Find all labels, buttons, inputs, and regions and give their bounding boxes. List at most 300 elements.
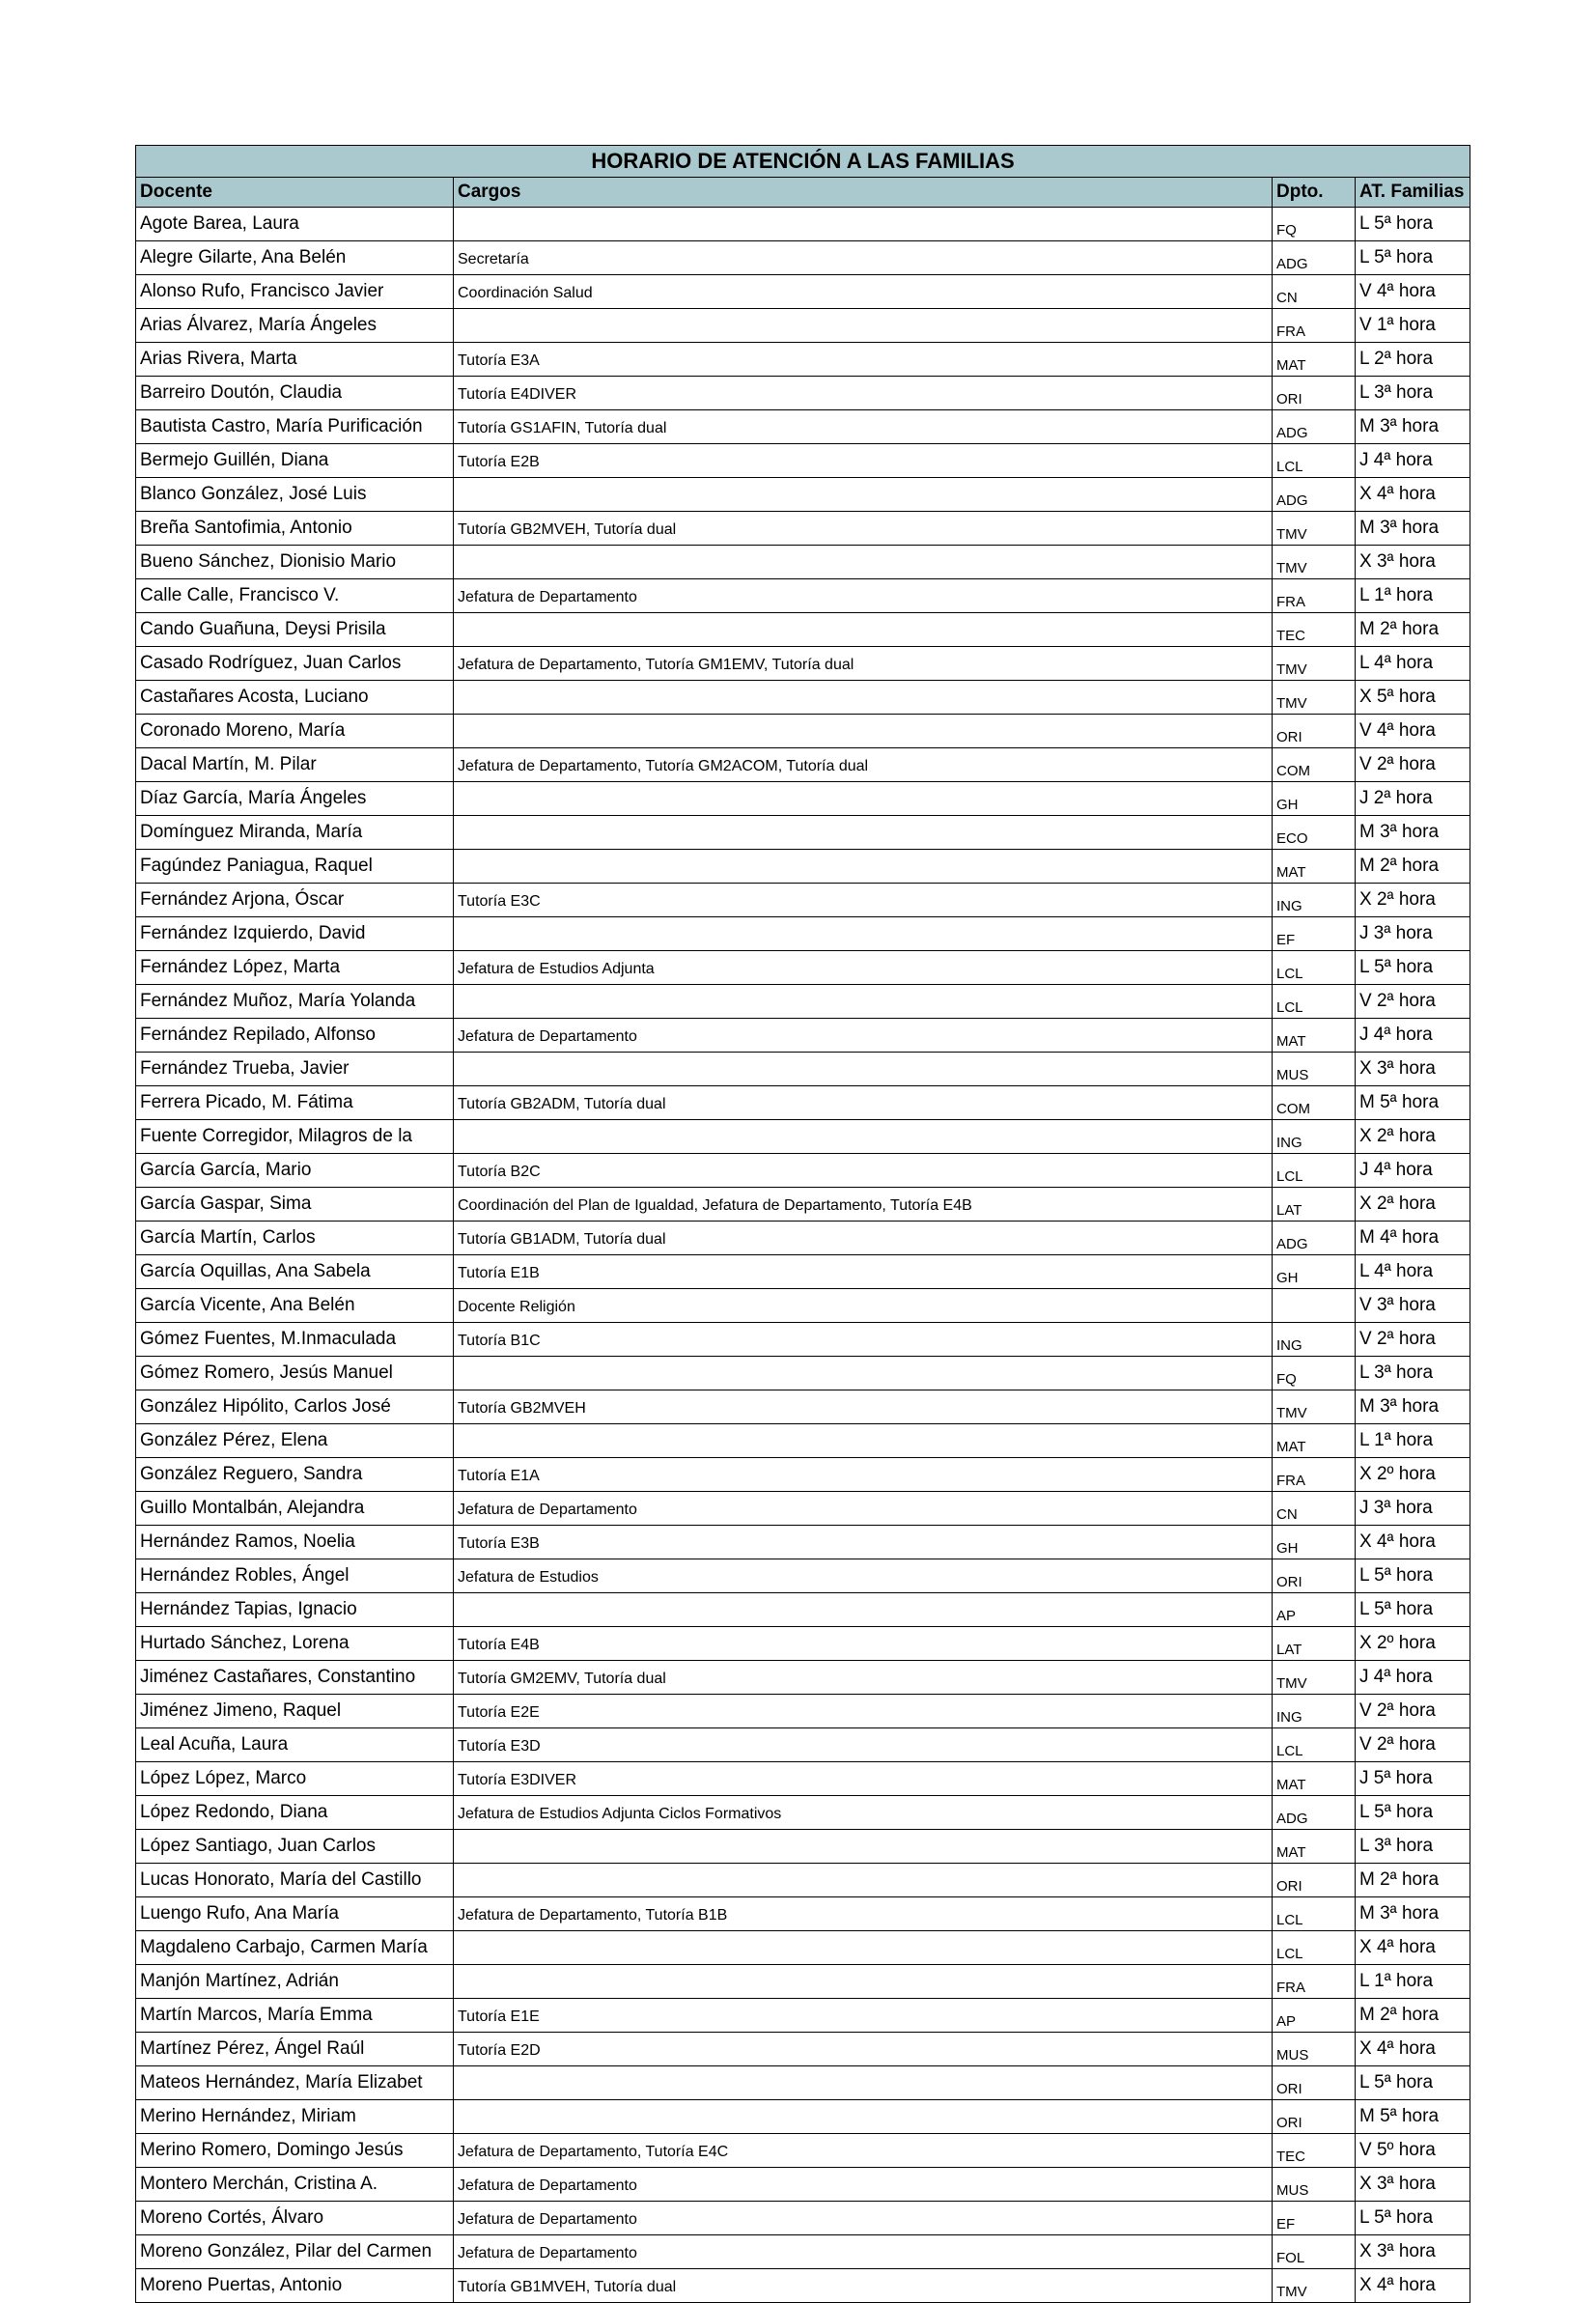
table-row bbox=[136, 377, 1470, 410]
cell-docente: Gómez Romero, Jesús Manuel bbox=[136, 1357, 454, 1390]
cell-cargos: Secretaría bbox=[454, 241, 1273, 275]
cell-docente: García Gaspar, Sima bbox=[136, 1188, 454, 1222]
cell-cargos bbox=[454, 208, 1273, 241]
cell-docente: Fernández Izquierdo, David bbox=[136, 917, 454, 951]
cell-docente: Alonso Rufo, Francisco Javier bbox=[136, 275, 454, 309]
cell-cargos bbox=[454, 985, 1273, 1019]
cell-dpto: ING bbox=[1273, 884, 1356, 917]
cell-dpto: ING bbox=[1273, 1120, 1356, 1154]
cell-docente: Bautista Castro, María Purificación bbox=[136, 410, 454, 444]
cell-dpto: FRA bbox=[1273, 1965, 1356, 1999]
cell-cargos: Tutoría E3A bbox=[454, 343, 1273, 377]
cell-docente: Mateos Hernández, María Elizabet bbox=[136, 2066, 454, 2100]
cell-docente: Moreno Puertas, Antonio bbox=[136, 2269, 454, 2303]
cell-docente: García Vicente, Ana Belén bbox=[136, 1289, 454, 1323]
table-row bbox=[136, 1965, 1470, 1999]
cell-docente: Castañares Acosta, Luciano bbox=[136, 681, 454, 715]
cell-docente: Merino Romero, Domingo Jesús bbox=[136, 2134, 454, 2168]
cell-cargos bbox=[454, 1120, 1273, 1154]
cell-cargos bbox=[454, 1965, 1273, 1999]
cell-cargos: Tutoría GB2MVEH, Tutoría dual bbox=[454, 512, 1273, 546]
cell-at-familias: X 3ª hora bbox=[1356, 2168, 1470, 2202]
table-row bbox=[136, 1323, 1470, 1357]
cell-at-familias: J 5ª hora bbox=[1356, 1762, 1470, 1796]
cell-cargos: Tutoría GB2MVEH bbox=[454, 1390, 1273, 1424]
cell-cargos bbox=[454, 1053, 1273, 1086]
cell-cargos bbox=[454, 1931, 1273, 1965]
cell-docente: García García, Mario bbox=[136, 1154, 454, 1188]
cell-cargos: Jefatura de Estudios Adjunta Ciclos Formativos bbox=[454, 1796, 1273, 1830]
cell-at-familias: J 4ª hora bbox=[1356, 1154, 1470, 1188]
cell-cargos: Tutoría B1C bbox=[454, 1323, 1273, 1357]
cell-at-familias: J 4ª hora bbox=[1356, 444, 1470, 478]
cell-at-familias: V 2ª hora bbox=[1356, 1728, 1470, 1762]
cell-cargos: Docente Religión bbox=[454, 1289, 1273, 1323]
cell-cargos: Coordinación Salud bbox=[454, 275, 1273, 309]
table-row bbox=[136, 1053, 1470, 1086]
cell-dpto: TMV bbox=[1273, 1661, 1356, 1695]
cell-docente: Díaz García, María Ángeles bbox=[136, 782, 454, 816]
table-row bbox=[136, 546, 1470, 579]
cell-dpto: ADG bbox=[1273, 410, 1356, 444]
table-row bbox=[136, 816, 1470, 850]
cell-dpto: TMV bbox=[1273, 1390, 1356, 1424]
table-row bbox=[136, 1661, 1470, 1695]
cell-dpto: ORI bbox=[1273, 2100, 1356, 2134]
cell-cargos bbox=[454, 816, 1273, 850]
cell-at-familias: X 2ª hora bbox=[1356, 1120, 1470, 1154]
cell-at-familias: L 1ª hora bbox=[1356, 579, 1470, 613]
cell-cargos: Jefatura de Departamento, Tutoría GM2ACOM, Tutoría dual bbox=[454, 748, 1273, 782]
cell-at-familias: L 5ª hora bbox=[1356, 241, 1470, 275]
cell-at-familias: V 2ª hora bbox=[1356, 1695, 1470, 1728]
cell-at-familias: X 4ª hora bbox=[1356, 2269, 1470, 2303]
table-body bbox=[136, 208, 1470, 2303]
cell-at-familias: V 4ª hora bbox=[1356, 715, 1470, 748]
cell-at-familias: M 4ª hora bbox=[1356, 1222, 1470, 1255]
cell-docente: Leal Acuña, Laura bbox=[136, 1728, 454, 1762]
cell-cargos bbox=[454, 1357, 1273, 1390]
cell-dpto: TEC bbox=[1273, 2134, 1356, 2168]
cell-at-familias: X 4ª hora bbox=[1356, 2033, 1470, 2066]
cell-at-familias: L 3ª hora bbox=[1356, 1830, 1470, 1864]
table-row bbox=[136, 1931, 1470, 1965]
table-row bbox=[136, 917, 1470, 951]
header-docente: Docente bbox=[136, 178, 454, 208]
table-row bbox=[136, 512, 1470, 546]
cell-dpto: LCL bbox=[1273, 444, 1356, 478]
cell-cargos: Jefatura de Estudios Adjunta bbox=[454, 951, 1273, 985]
cell-dpto: FRA bbox=[1273, 579, 1356, 613]
table-row bbox=[136, 2100, 1470, 2134]
cell-at-familias: M 2ª hora bbox=[1356, 1864, 1470, 1897]
cell-docente: Agote Barea, Laura bbox=[136, 208, 454, 241]
cell-docente: Fernández López, Marta bbox=[136, 951, 454, 985]
cell-dpto: ORI bbox=[1273, 715, 1356, 748]
cell-docente: Hernández Robles, Ángel bbox=[136, 1559, 454, 1593]
cell-cargos: Tutoría E4DIVER bbox=[454, 377, 1273, 410]
cell-docente: Merino Hernández, Miriam bbox=[136, 2100, 454, 2134]
table-row bbox=[136, 1559, 1470, 1593]
cell-at-familias: J 2ª hora bbox=[1356, 782, 1470, 816]
cell-cargos bbox=[454, 2066, 1273, 2100]
cell-dpto: TMV bbox=[1273, 512, 1356, 546]
table-row bbox=[136, 1728, 1470, 1762]
cell-docente: Calle Calle, Francisco V. bbox=[136, 579, 454, 613]
cell-cargos bbox=[454, 1864, 1273, 1897]
cell-at-familias: J 3ª hora bbox=[1356, 1492, 1470, 1526]
table-row bbox=[136, 1255, 1470, 1289]
cell-at-familias: M 3ª hora bbox=[1356, 512, 1470, 546]
cell-docente: González Pérez, Elena bbox=[136, 1424, 454, 1458]
table-row bbox=[136, 1019, 1470, 1053]
cell-dpto: ING bbox=[1273, 1323, 1356, 1357]
table-row bbox=[136, 1390, 1470, 1424]
cell-dpto: AP bbox=[1273, 1999, 1356, 2033]
cell-dpto: LCL bbox=[1273, 1897, 1356, 1931]
cell-docente: Lucas Honorato, María del Castillo bbox=[136, 1864, 454, 1897]
table-row bbox=[136, 2033, 1470, 2066]
cell-cargos: Coordinación del Plan de Igualdad, Jefatura de Departamento, Tutoría E4B bbox=[454, 1188, 1273, 1222]
cell-cargos bbox=[454, 2100, 1273, 2134]
cell-dpto: LCL bbox=[1273, 985, 1356, 1019]
table-row bbox=[136, 613, 1470, 647]
cell-at-familias: M 2ª hora bbox=[1356, 613, 1470, 647]
cell-docente: Martínez Pérez, Ángel Raúl bbox=[136, 2033, 454, 2066]
cell-at-familias: L 3ª hora bbox=[1356, 1357, 1470, 1390]
cell-cargos bbox=[454, 546, 1273, 579]
cell-cargos: Jefatura de Departamento bbox=[454, 579, 1273, 613]
cell-docente: Casado Rodríguez, Juan Carlos bbox=[136, 647, 454, 681]
cell-dpto: EF bbox=[1273, 2202, 1356, 2235]
table-row bbox=[136, 2134, 1470, 2168]
cell-cargos: Jefatura de Departamento bbox=[454, 1019, 1273, 1053]
cell-cargos bbox=[454, 715, 1273, 748]
cell-dpto: TMV bbox=[1273, 647, 1356, 681]
cell-dpto: COM bbox=[1273, 748, 1356, 782]
cell-dpto: ADG bbox=[1273, 1222, 1356, 1255]
cell-docente: Fernández Trueba, Javier bbox=[136, 1053, 454, 1086]
cell-cargos: Jefatura de Departamento bbox=[454, 1492, 1273, 1526]
table-row bbox=[136, 850, 1470, 884]
cell-docente: Guillo Montalbán, Alejandra bbox=[136, 1492, 454, 1526]
cell-docente: Fagúndez Paniagua, Raquel bbox=[136, 850, 454, 884]
cell-at-familias: L 5ª hora bbox=[1356, 1593, 1470, 1627]
cell-dpto: MUS bbox=[1273, 2168, 1356, 2202]
cell-docente: Barreiro Doutón, Claudia bbox=[136, 377, 454, 410]
cell-dpto: ORI bbox=[1273, 1559, 1356, 1593]
cell-dpto: MAT bbox=[1273, 1762, 1356, 1796]
cell-cargos bbox=[454, 681, 1273, 715]
cell-dpto: MAT bbox=[1273, 850, 1356, 884]
table-row bbox=[136, 884, 1470, 917]
cell-at-familias: L 4ª hora bbox=[1356, 1255, 1470, 1289]
cell-at-familias: V 2ª hora bbox=[1356, 985, 1470, 1019]
cell-docente: Hurtado Sánchez, Lorena bbox=[136, 1627, 454, 1661]
cell-dpto: ORI bbox=[1273, 377, 1356, 410]
cell-cargos: Tutoría E2D bbox=[454, 2033, 1273, 2066]
cell-dpto: MAT bbox=[1273, 1424, 1356, 1458]
table-row bbox=[136, 1120, 1470, 1154]
cell-cargos: Tutoría E4B bbox=[454, 1627, 1273, 1661]
cell-docente: Fuente Corregidor, Milagros de la bbox=[136, 1120, 454, 1154]
cell-cargos: Tutoría B2C bbox=[454, 1154, 1273, 1188]
table-row bbox=[136, 985, 1470, 1019]
table-row bbox=[136, 1796, 1470, 1830]
cell-cargos: Jefatura de Estudios bbox=[454, 1559, 1273, 1593]
cell-dpto: TEC bbox=[1273, 613, 1356, 647]
cell-docente: López López, Marco bbox=[136, 1762, 454, 1796]
cell-docente: García Oquillas, Ana Sabela bbox=[136, 1255, 454, 1289]
cell-docente: Arias Álvarez, María Ángeles bbox=[136, 309, 454, 343]
cell-dpto: FRA bbox=[1273, 1458, 1356, 1492]
cell-dpto: LCL bbox=[1273, 1931, 1356, 1965]
cell-dpto: FOL bbox=[1273, 2235, 1356, 2269]
cell-at-familias: M 5ª hora bbox=[1356, 1086, 1470, 1120]
cell-docente: López Redondo, Diana bbox=[136, 1796, 454, 1830]
cell-at-familias: J 4ª hora bbox=[1356, 1019, 1470, 1053]
cell-docente: Jiménez Castañares, Constantino bbox=[136, 1661, 454, 1695]
table-row bbox=[136, 1458, 1470, 1492]
cell-at-familias: L 5ª hora bbox=[1356, 1796, 1470, 1830]
cell-docente: Moreno González, Pilar del Carmen bbox=[136, 2235, 454, 2269]
header-dpto: Dpto. bbox=[1273, 178, 1356, 208]
table-row bbox=[136, 410, 1470, 444]
table-row bbox=[136, 343, 1470, 377]
table-row bbox=[136, 681, 1470, 715]
cell-dpto: FQ bbox=[1273, 1357, 1356, 1390]
table-row bbox=[136, 1289, 1470, 1323]
cell-at-familias: M 3ª hora bbox=[1356, 1897, 1470, 1931]
cell-cargos: Jefatura de Departamento, Tutoría B1B bbox=[454, 1897, 1273, 1931]
table-row bbox=[136, 1897, 1470, 1931]
cell-at-familias: X 2º hora bbox=[1356, 1458, 1470, 1492]
table-row bbox=[136, 1357, 1470, 1390]
cell-cargos: Tutoría GB1ADM, Tutoría dual bbox=[454, 1222, 1273, 1255]
cell-docente: García Martín, Carlos bbox=[136, 1222, 454, 1255]
cell-docente: Luengo Rufo, Ana María bbox=[136, 1897, 454, 1931]
cell-cargos: Tutoría E3C bbox=[454, 884, 1273, 917]
cell-dpto: ADG bbox=[1273, 241, 1356, 275]
cell-docente: Dacal Martín, M. Pilar bbox=[136, 748, 454, 782]
cell-at-familias: X 4ª hora bbox=[1356, 478, 1470, 512]
cell-docente: Blanco González, José Luis bbox=[136, 478, 454, 512]
cell-cargos bbox=[454, 917, 1273, 951]
table-row bbox=[136, 1695, 1470, 1728]
cell-cargos: Tutoría GM2EMV, Tutoría dual bbox=[454, 1661, 1273, 1695]
cell-at-familias: M 2ª hora bbox=[1356, 1999, 1470, 2033]
cell-dpto: MUS bbox=[1273, 1053, 1356, 1086]
table-row bbox=[136, 444, 1470, 478]
cell-docente: Bueno Sánchez, Dionisio Mario bbox=[136, 546, 454, 579]
cell-dpto: GH bbox=[1273, 1255, 1356, 1289]
cell-cargos: Jefatura de Departamento bbox=[454, 2235, 1273, 2269]
cell-dpto: ORI bbox=[1273, 1864, 1356, 1897]
cell-docente: Cando Guañuna, Deysi Prisila bbox=[136, 613, 454, 647]
cell-dpto: LCL bbox=[1273, 1728, 1356, 1762]
table-row bbox=[136, 241, 1470, 275]
cell-docente: Hernández Ramos, Noelia bbox=[136, 1526, 454, 1559]
table-row bbox=[136, 748, 1470, 782]
cell-dpto: GH bbox=[1273, 1526, 1356, 1559]
table-row bbox=[136, 2066, 1470, 2100]
cell-at-familias: L 3ª hora bbox=[1356, 377, 1470, 410]
cell-at-familias: L 1ª hora bbox=[1356, 1424, 1470, 1458]
cell-dpto bbox=[1273, 1289, 1356, 1323]
cell-docente: Bermejo Guillén, Diana bbox=[136, 444, 454, 478]
schedule-table bbox=[135, 145, 1470, 2303]
cell-cargos: Tutoría E1E bbox=[454, 1999, 1273, 2033]
cell-cargos: Tutoría E2B bbox=[454, 444, 1273, 478]
table-row bbox=[136, 2168, 1470, 2202]
table-title: HORARIO DE ATENCIÓN A LAS FAMILIAS bbox=[136, 146, 1470, 178]
cell-docente: Domínguez Miranda, María bbox=[136, 816, 454, 850]
cell-cargos bbox=[454, 1830, 1273, 1864]
cell-cargos: Tutoría GS1AFIN, Tutoría dual bbox=[454, 410, 1273, 444]
cell-dpto: GH bbox=[1273, 782, 1356, 816]
cell-dpto: LAT bbox=[1273, 1627, 1356, 1661]
cell-at-familias: X 4ª hora bbox=[1356, 1526, 1470, 1559]
cell-docente: González Hipólito, Carlos José bbox=[136, 1390, 454, 1424]
table-row bbox=[136, 478, 1470, 512]
cell-at-familias: M 3ª hora bbox=[1356, 1390, 1470, 1424]
cell-cargos: Jefatura de Departamento, Tutoría GM1EMV, Tutoría dual bbox=[454, 647, 1273, 681]
cell-docente: Moreno Cortés, Álvaro bbox=[136, 2202, 454, 2235]
cell-at-familias: L 1ª hora bbox=[1356, 1965, 1470, 1999]
header-cargos: Cargos bbox=[454, 178, 1273, 208]
cell-at-familias: L 4ª hora bbox=[1356, 647, 1470, 681]
cell-at-familias: L 2ª hora bbox=[1356, 343, 1470, 377]
cell-cargos: Tutoría E3B bbox=[454, 1526, 1273, 1559]
cell-at-familias: X 2ª hora bbox=[1356, 884, 1470, 917]
cell-at-familias: X 3ª hora bbox=[1356, 546, 1470, 579]
table-row bbox=[136, 579, 1470, 613]
table-row bbox=[136, 275, 1470, 309]
cell-cargos: Tutoría E3DIVER bbox=[454, 1762, 1273, 1796]
table-row bbox=[136, 1188, 1470, 1222]
cell-docente: Fernández Muñoz, María Yolanda bbox=[136, 985, 454, 1019]
table-row bbox=[136, 2202, 1470, 2235]
cell-dpto: MAT bbox=[1273, 343, 1356, 377]
cell-dpto: ECO bbox=[1273, 816, 1356, 850]
cell-docente: Magdaleno Carbajo, Carmen María bbox=[136, 1931, 454, 1965]
cell-dpto: TMV bbox=[1273, 681, 1356, 715]
cell-cargos: Tutoría GB2ADM, Tutoría dual bbox=[454, 1086, 1273, 1120]
cell-cargos bbox=[454, 1593, 1273, 1627]
cell-docente: Montero Merchán, Cristina A. bbox=[136, 2168, 454, 2202]
cell-cargos bbox=[454, 850, 1273, 884]
cell-dpto: CN bbox=[1273, 1492, 1356, 1526]
cell-dpto: FQ bbox=[1273, 208, 1356, 241]
cell-dpto: FRA bbox=[1273, 309, 1356, 343]
cell-dpto: MAT bbox=[1273, 1830, 1356, 1864]
cell-docente: Martín Marcos, María Emma bbox=[136, 1999, 454, 2033]
cell-at-familias: L 5ª hora bbox=[1356, 2066, 1470, 2100]
cell-at-familias: J 3ª hora bbox=[1356, 917, 1470, 951]
cell-at-familias: V 4ª hora bbox=[1356, 275, 1470, 309]
table-row bbox=[136, 1830, 1470, 1864]
cell-at-familias: L 5ª hora bbox=[1356, 1559, 1470, 1593]
cell-at-familias: V 2ª hora bbox=[1356, 748, 1470, 782]
cell-cargos: Jefatura de Departamento, Tutoría E4C bbox=[454, 2134, 1273, 2168]
cell-docente: González Reguero, Sandra bbox=[136, 1458, 454, 1492]
table-row bbox=[136, 1999, 1470, 2033]
cell-docente: Breña Santofimia, Antonio bbox=[136, 512, 454, 546]
cell-docente: Ferrera Picado, M. Fátima bbox=[136, 1086, 454, 1120]
cell-docente: Coronado Moreno, María bbox=[136, 715, 454, 748]
cell-docente: Arias Rivera, Marta bbox=[136, 343, 454, 377]
cell-dpto: AP bbox=[1273, 1593, 1356, 1627]
cell-cargos: Tutoría E1B bbox=[454, 1255, 1273, 1289]
cell-dpto: ORI bbox=[1273, 2066, 1356, 2100]
cell-dpto: LCL bbox=[1273, 1154, 1356, 1188]
cell-cargos: Tutoría GB1MVEH, Tutoría dual bbox=[454, 2269, 1273, 2303]
cell-at-familias: V 2ª hora bbox=[1356, 1323, 1470, 1357]
table-row bbox=[136, 647, 1470, 681]
cell-at-familias: L 5ª hora bbox=[1356, 951, 1470, 985]
cell-at-familias: X 3ª hora bbox=[1356, 2235, 1470, 2269]
cell-cargos: Jefatura de Departamento bbox=[454, 2168, 1273, 2202]
cell-dpto: MAT bbox=[1273, 1019, 1356, 1053]
cell-cargos bbox=[454, 1424, 1273, 1458]
table-row bbox=[136, 2235, 1470, 2269]
cell-docente: López Santiago, Juan Carlos bbox=[136, 1830, 454, 1864]
table-row bbox=[136, 782, 1470, 816]
cell-docente: Gómez Fuentes, M.Inmaculada bbox=[136, 1323, 454, 1357]
cell-dpto: MUS bbox=[1273, 2033, 1356, 2066]
cell-at-familias: X 3ª hora bbox=[1356, 1053, 1470, 1086]
cell-docente: Alegre Gilarte, Ana Belén bbox=[136, 241, 454, 275]
table-row bbox=[136, 1864, 1470, 1897]
cell-cargos bbox=[454, 613, 1273, 647]
cell-cargos: Tutoría E3D bbox=[454, 1728, 1273, 1762]
cell-cargos bbox=[454, 309, 1273, 343]
table-row bbox=[136, 1526, 1470, 1559]
cell-docente: Fernández Arjona, Óscar bbox=[136, 884, 454, 917]
table-row bbox=[136, 951, 1470, 985]
cell-docente: Manjón Martínez, Adrián bbox=[136, 1965, 454, 1999]
table-row bbox=[136, 309, 1470, 343]
table-row bbox=[136, 1222, 1470, 1255]
cell-at-familias: M 3ª hora bbox=[1356, 816, 1470, 850]
cell-at-familias: X 2º hora bbox=[1356, 1627, 1470, 1661]
table-row bbox=[136, 1154, 1470, 1188]
cell-dpto: LAT bbox=[1273, 1188, 1356, 1222]
table-row bbox=[136, 1492, 1470, 1526]
table-row bbox=[136, 2269, 1470, 2303]
cell-dpto: EF bbox=[1273, 917, 1356, 951]
table-row bbox=[136, 1086, 1470, 1120]
table-row bbox=[136, 1762, 1470, 1796]
cell-dpto: TMV bbox=[1273, 546, 1356, 579]
cell-docente: Hernández Tapias, Ignacio bbox=[136, 1593, 454, 1627]
cell-dpto: ADG bbox=[1273, 1796, 1356, 1830]
table-row bbox=[136, 715, 1470, 748]
cell-at-familias: L 5ª hora bbox=[1356, 2202, 1470, 2235]
header-at-familias: AT. Familias bbox=[1356, 178, 1470, 208]
cell-docente: Fernández Repilado, Alfonso bbox=[136, 1019, 454, 1053]
cell-dpto: ING bbox=[1273, 1695, 1356, 1728]
cell-at-familias: M 3ª hora bbox=[1356, 410, 1470, 444]
cell-at-familias: V 1ª hora bbox=[1356, 309, 1470, 343]
cell-at-familias: X 5ª hora bbox=[1356, 681, 1470, 715]
cell-at-familias: X 4ª hora bbox=[1356, 1931, 1470, 1965]
cell-cargos: Tutoría E1A bbox=[454, 1458, 1273, 1492]
cell-at-familias: V 3ª hora bbox=[1356, 1289, 1470, 1323]
cell-cargos bbox=[454, 782, 1273, 816]
cell-dpto: TMV bbox=[1273, 2269, 1356, 2303]
cell-dpto: LCL bbox=[1273, 951, 1356, 985]
